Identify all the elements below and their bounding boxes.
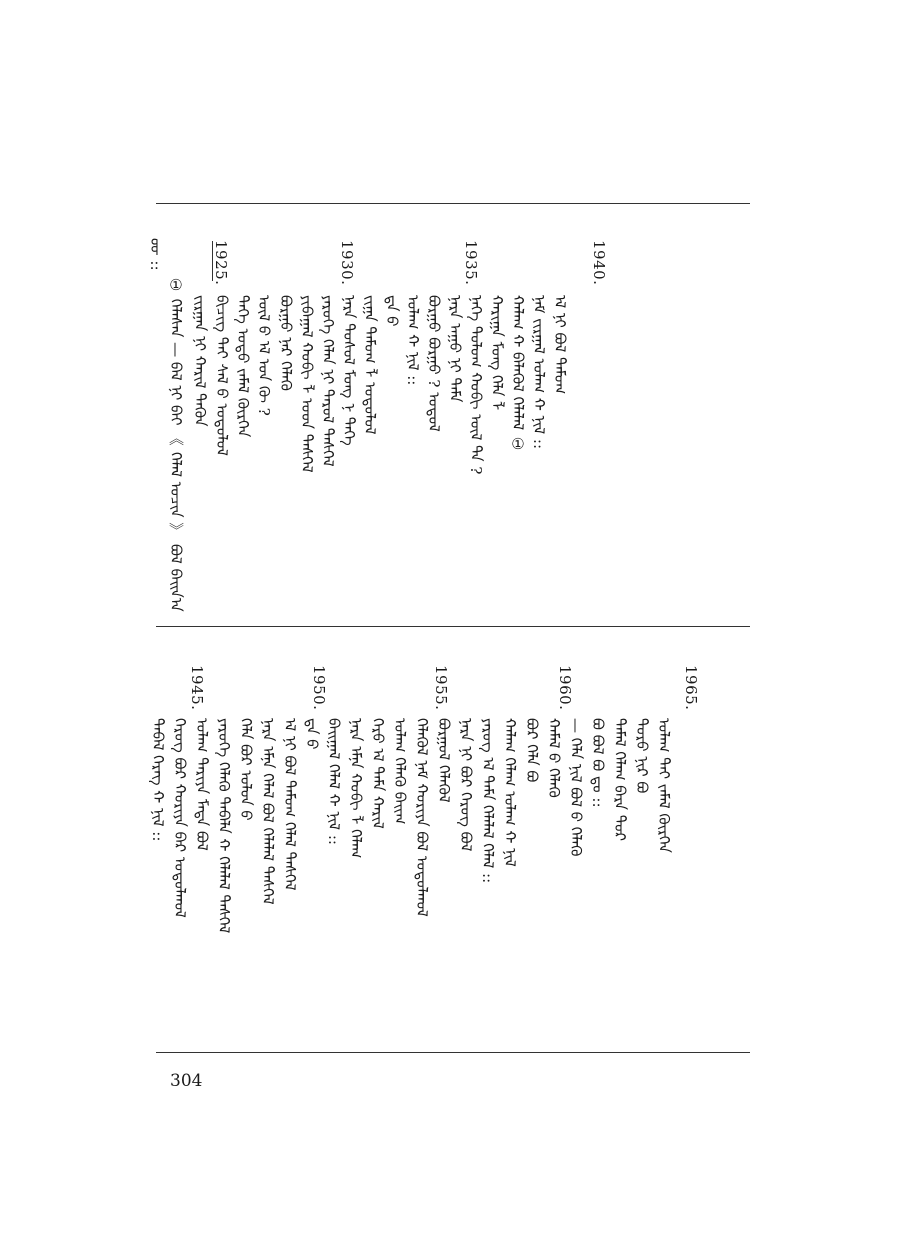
text-column: ᠡᠯ ᠨᠢ ᠪᠣᠯ ᠳᠠᠮᠤᠭ — [551, 295, 569, 395]
text-column: ᠪᠣᠷᠭᠣᠯ ᠬᠡᠯᠡᠬᠦᠯ — [435, 718, 453, 803]
text-column: ᠶᠢᠪᠠᠭᠠᠯ ᠬᠤᠪᠢ ᠯ ᠣᠳ ᠳᠡᠰᠬᠡᠯ — [298, 295, 316, 473]
text-column: ᠨᠡᠷᠡ ᠠᠭᠤ ᠨᠢ ᠳᠠᠮᠠ — [446, 295, 464, 403]
year-label: 1965. — [682, 665, 700, 711]
text-column: ᠳᠡᠪᠡᠯ ᠬᠡᠷᠡᠭ ᠬ ᠨᠢᠯ :: — [149, 718, 167, 842]
top-rule — [156, 203, 750, 204]
text-column: ᠬᠡᠷᠦ ᠡᠯ ᠳᠠᠮᠠ ᠬᠠᠷᠢᠯ — [369, 718, 387, 829]
text-column: ᠪᠢᠴᠢᠭ ᠲᠠᠢ ᠰᠡᠯ ᠪ ᠣᠳᠣᠯᠣᠯ — [213, 295, 231, 456]
text-column: ᠪᠠᠢᠭᠠᠯ ᠬᠡᠯᠡᠯ ᠬ ᠨᠢᠯ :: — [325, 718, 343, 845]
text-column: ᠨᠠᠮ ᠵᠢᠷᠭᠠᠯ ᠣᠯᠠᠭ ᠬ ᠨᠢᠯ :: — [530, 295, 548, 450]
text-column: ᠨᠡᠷᠡ ᠡᠮᠨᠡ ᠬᠡᠯᠡᠯ ᠪᠣᠯ ᠬᠡᠯᠡᠯᠡᠯ ᠳᠡᠰᠬᠡᠯ — [259, 718, 277, 905]
text-column: ᠦᠯ ᠪ ᠡᠯ ᠣᠡ ᠬᠦ ? — [255, 295, 273, 416]
year-label: 1940. — [590, 240, 608, 286]
text-column: — ᠬᠡᠯᠡ ᠨᠢᠯ ᠪᠣᠯ ᠪ ᠬᠡᠯᠡᠬᠦ — [567, 718, 585, 857]
text-column: ᠡᠯ ᠨᠢ ᠪᠣᠯ ᠳᠠᠮᠤᠭ ᠬᠡᠯᠡᠯ ᠳᠡᠰᠬᠡᠯ — [281, 718, 299, 891]
text-column: ᠬᠠᠯᠠᠭ ᠬ ᠪᠡᠯᠡᠬᠦᠯ ᠬᠡᠯᠡᠯᠡᠯ ① — [509, 295, 527, 453]
year-label: 1955. — [432, 665, 450, 711]
text-column: ᠣᠯᠠᠭ ᠬ ᠨᠢᠯ :: — [404, 295, 422, 386]
text-column: ᠳᠣᠷᠣ ᠨᠢᠷ ᠪᠣ — [633, 718, 651, 794]
footnote-line: ① ᠬᠡᠯᠡᠰᠡᠨ — ᠪᠡᠯ ᠨᠢ ᠪᠠᠢ 《 ᠬᠡᠯᠡᠯ ᠣᠴᠢᠨ 》 ᠪᠣᠯ ᠪᠠᠢᠨ᠎ᠠ — [167, 276, 185, 612]
text-column: ᠵᠢᠷᠭᠠᠨ ᠨᠢ ᠬᠠᠷᠢᠯ ᠲᠡᠭᠦᠨ — [191, 295, 209, 427]
text-column: ᠵᠢᠭᠠ ᠳᠠᠮᠤᠭ ᠯ ᠣᠳᠣᠯᠣᠯ — [361, 295, 379, 435]
text-column: ᠨᠡᠷᠡ ᠨᠢ ᠪᠣᠷ ᠬᠡᠷᠦᠭ ᠪᠣᠯ — [457, 718, 475, 852]
year-label: 1960. — [556, 665, 574, 711]
text-column: ᠶᠡᠷᠦᠭᠡ ᠬᠡᠯᠡᠨ ᠨᠢ ᠳᠠᠷᠤᠯ ᠳᠡᠰᠬᠡᠯ — [319, 295, 337, 467]
middle-rule — [156, 626, 750, 627]
year-label: 1950. — [310, 665, 328, 711]
text-column: ᠶᠡᠷᠦᠭᠡ ᠬᠡᠯᠡᠬᠦ ᠳᠡᠪᠡᠯᠡ ᠬ ᠬᠡᠯᠡᠯᠡᠯ ᠳᠡᠰᠬᠡᠯ — [215, 718, 233, 934]
text-column: ᠬᠡᠷᠦᠭ ᠪᠣᠷ ᠬᠣᠷᠢᠶᠠ ᠪᠠᠷ ᠣᠳᠣᠯᠬᠣᠯ — [171, 718, 189, 918]
text-column: ᠣᠯᠠᠭ ᠲᠠᠢ ᠵᠠᠮᠠᠯ ᠬᠦᠷᠭᠡᠨ — [655, 718, 673, 853]
year-label: 1930. — [338, 240, 356, 286]
text-column: ᠬᠠᠷᠢᠭᠠ ᠮᠣᠩ ᠬᠡᠯᠡ ᠯ — [488, 295, 506, 411]
text-column: ᠪᠣᠷ ᠬᠡᠯᠡ ᠪᠣ — [523, 718, 541, 783]
text-column: ᠬᠡᠯᠡ ᠪᠣᠷ ᠣᠯᠣᠨ ᠪ — [237, 718, 255, 821]
bottom-rule — [156, 1052, 750, 1053]
text-column: ᠲᠡᠭᠡ ᠣᠳᠣ ᠵᠠᠮᠠᠯ ᠬᠦᠷᠭᠡᠨ — [234, 295, 252, 438]
text-column: ᡂ :: — [147, 238, 165, 271]
text-column: ᠨᠡᠷᠡ ᠡᠮᠨᠡ ᠬᠤᠪᠢ ᠯ ᠬᠡᠯᠡᠬ — [347, 718, 365, 859]
text-column: ᠳᠠᠮᠠᠯ ᠬᠡᠯᠡᠬ ᠪᠡᠷᠡ ᠳᠣᠷ — [611, 718, 629, 841]
text-column: ᠳᠠ ᠪ — [383, 295, 401, 327]
year-label: 1945. — [188, 665, 206, 711]
text-column: ᠬᠡᠯᠡᠬᠦᠯ ᠨᠠᠮ ᠬᠣᠷᠢᠶᠠ ᠪᠣᠯ ᠣᠳᠣᠯᠬᠣᠯ — [413, 718, 431, 917]
text-column: ᠬᠠᠮᠠᠯ ᠪ ᠬᠡᠯᠡᠬᠦ — [545, 718, 563, 798]
year-label: 1935. — [462, 240, 480, 286]
text-column: ᠬᠠᠯᠠᠭ ᠬᠡᠯᠡᠬ ᠣᠯᠠᠭ ᠬ ᠨᠢᠯ — [501, 718, 519, 867]
text-column: ᠪᠣᠷᠭᠣ ᠨᠠᠷ ᠬᠡᠯᠡᠬᠦ — [277, 295, 295, 391]
text-column: ᠣᠯᠠᠭ ᠬᠡᠯᠡᠬᠦ ᠪᠠᠢᠬ — [391, 718, 409, 825]
text-column: ᠳᠠ ᠪ — [303, 718, 321, 750]
text-column: ᠣᠯᠠᠭ ᠲᠠᠷᠢᠶᠠ ᠮᠡᠳᠡ ᠪᠣᠯ — [193, 718, 211, 851]
year-label: 1925. — [212, 240, 230, 286]
text-column: ᠨᠡᠭᠡ ᠳᠣᠯᠣᠭ ᠬᠤᠪᠢ ᠦᠯ ᠲᠠ ? — [467, 295, 485, 475]
text-column: ᠪᠣ ᠪᠣᠯ ᠪᠣ ᠳᠣ :: — [589, 718, 607, 808]
text-column: ᠪᠣᠷᠭᠣ ᠪᠣᠷᠭᠣ ? ᠣᠳᠣᠯ — [425, 295, 443, 432]
text-column: ᠨᠡᠷᠡ ᠳᠣᠰᠣᠯ ᠮᠣᠩ ᠨ ᠲᠡᠭᠡ — [340, 295, 358, 446]
page-number: 304 — [170, 1071, 203, 1091]
text-column: ᠶᠡᠷᠦᠭ ᠡᠯ ᠳᠠᠮᠠ ᠬᠡᠯᠡᠯᠡᠯ ᠬᠡᠯᠡᠯ :: — [479, 718, 497, 884]
